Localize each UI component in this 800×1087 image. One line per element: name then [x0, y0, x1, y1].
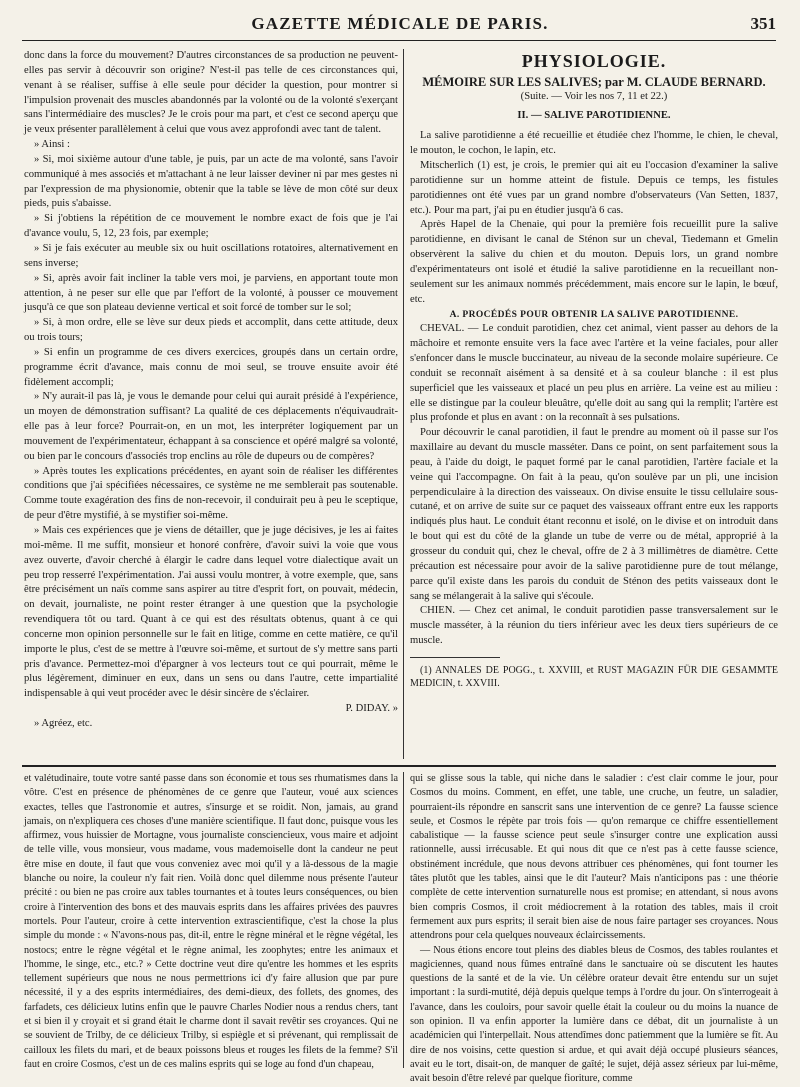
page-number: 351 — [750, 14, 776, 33]
paragraph: Après Hapel de la Chenaie, qui pour la première fois recueillit pure la salive parotidienne, en divisant le canal de Sténon sur un cheval, Tiedemann et Gmelin observèrent la salive du chien et du mouton. Depuis lors, un grand nombre d'expérimentateurs ont isolé et étudié la salive parotidienne en la recueillant non-seulement sur les animaux nommés précédemment, mais encore sur le lapin, le bœuf, etc. — [410, 219, 778, 305]
paragraph: » N'y aurait-il pas là, je vous le demande pour celui qui aurait présidé à l'expérience, un moyen de démonstration suffisant? La qualité de ces déplacements n'équivaudrait-elle pas à leur force? Pourrait-on, en un mot, les interpréter logiquement par un mouvement de l'expérimentateur, échappant à sa conscience et opéré malgré sa volonté, ou bien par le concours d'associés trop enclins au rôle de dupeurs ou de compères? — [24, 391, 398, 462]
suite-note: (Suite. — Voir les nos 7, 11 et 22.) — [520, 90, 668, 102]
signature: P. DIDAY. » — [345, 703, 398, 715]
header-rule — [22, 40, 776, 41]
journal-title: GAZETTE MÉDICALE DE PARIS. — [251, 14, 549, 33]
column-divider — [403, 49, 404, 759]
feuilleton-divider — [403, 772, 404, 1068]
paragraph: et valétudinaire, toute votre santé passe dans son économie et tous ses rhumatismes dans la vôtre. C'est en présence de phénomènes de ce genre que l'auteur, voué aux sciences exactes, telles que l'astronomie et autres, s'insurge et se roidit. Non, jamais, au grand jamais, on n'expliquera ces choses d'une manière scientifique. Il faut donc, puisque vous les affirmez, vous huissier de Mortagne, vous journaliste consciencieux, vous maire et adjoint de telle ville, vous monsieur, vous madame, vous mademoiselle dont la candeur ne peut être mise en doute, il faut que vous conveniez avec moi qu'il y a là-dessous de la magie blanche ou noire, la couleur n'y fait rien. Voilà donc quel dilemme nous présente l'auteur précité : ou bien ne pas croire aux tables tournantes et à toutes leurs conséquences, ou bien croire à l'intervention des bons et des mauvais esprits dans les affaires privées des pauvres mortels. Pour l'auteur, croire à cette intervention extrascientifique, c'est la chose la plus simple du monde : « N'avons-nous pas, dit-il, entre le règne minéral et le règne végétal, les nostocs; entre le règne végétal et le règne animal, les zoophytes; entre les animaux et l'homme, le singe, etc., etc.? » Cette doctrine veut dire qu'entre les hommes et les esprits tellement supérieurs que nous ne nous permettrions ici d'y faire allusion que par pure nécessité, il y a des esprits intermédiaires, des demi-dieux, des follets, des gnomes, des farfadets, ces délicieux lutins enfin que le pauvre Charles Nodier nous a rendus chers, tant et si bien il y croyait et si grand était le charme dont il savait revêtir ses croyances. Qui ne se souvient de Trilby, de ce délicieux Trilby, si espiègle et si prévenant, qui remplissait de cailloux les filets du mari, et de beaux poissons bleus et rouges les filets de la femme? S'il faut en croire Cosmos, c'est un de ces malins esprits qui se loge au fond d'un chapeau, — [24, 773, 398, 1070]
paragraph: » Ainsi : — [34, 139, 70, 151]
paragraph: » Si, à mon ordre, elle se lève sur deux pieds et accomplit, dans cette attitude, deux ou trois tours; — [24, 317, 398, 344]
paragraph: CHIEN. — Chez cet animal, le conduit parotidien passe transversalement sur le muscle masséter, à la réunion du tiers inférieur avec les deux tiers supérieurs de ce muscle. — [410, 605, 778, 647]
chapter-title: II. — SALIVE PAROTIDIENNE. — [517, 109, 671, 121]
paragraph: » Si enfin un programme de ces divers exercices, groupés dans un certain ordre, programme écrit d'avance, mais connu de moi seul, se trouve ensuite avoir été fidèlement accompli; — [24, 346, 398, 388]
paragraph: — Nous étions encore tout pleins des diables bleus de Cosmos, des tables roulantes et magiciennes, quand nous fûmes entraîné dans le sanctuaire où se discutent les hautes questions de la santé et de la vie. Un célèbre orateur devait être entendu sur un sujet important : la surdi-mutité, déjà depuis quelque temps à l'ordre du jour. On s'interrogeait à l'avance, dans les couloirs, pour savoir quelle était la couleur ou du moins la nuance de son opinion. Il va enfin apporter la lumière dans ce débat, dit un journaliste à un académicien qui l'interpellait. Nous attendîmes donc patiemment que la lumière se fît. Au dire de nos voisins, cette question si ardue, et qui avait déjà occupé plusieurs séances, avait eu le tort, disait-on, de manquer de gaîté; le sujet, déjà assez sérieux par lui-même, avait besoin d'être relevé par quelque fioriture, comme — [410, 944, 778, 1085]
paragraph: » Si, moi sixième autour d'une table, je puis, par un acte de ma volonté, sans l'avoir communiqué à mes associés et m'attachant à ne leur laisser deviner ni par mes gestes ni par l'expression de ma physionomie, obtenir que la table se lève de mon côté sur deux pieds, puis s'abaisse. — [24, 153, 398, 210]
footnote-rule — [410, 657, 500, 658]
paragraph: CHEVAL. — Le conduit parotidien, chez cet animal, vient passer au dehors de la mâchoire et remonte ensuite vers la face avec l'artère et la veine faciales, pour aller s'enfoncer dans le muscle buccinateur, au niveau de la seconde molaire supérieure. Ce conduit se reconnaît aisément à sa densité et à sa couleur blanche : il est plus superficiel que les vaisseaux et placé un peu plus en arrière. La veine est au milieu : elle se distingue par la couleur bleuâtre, qu'elle doit au sang qui la remplit; l'artère est plus profonde et plus en avant : on la reconnaît à ses pulsations. — [410, 323, 778, 424]
paragraph: La salive parotidienne a été recueillie et étudiée chez l'homme, le chien, le cheval, le mouton, le cochon, le lapin, etc. — [410, 130, 778, 157]
left-column — [24, 49, 398, 761]
paragraph: Pour découvrir le canal parotidien, il faut le prendre au moment où il passe sur l'os maxillaire au devant du muscle masséter. Dans ce point, on sent parfaitement sous la peau, à l'aide du doigt, le paquet formé par le canal parotidien, l'artère faciale et la veine qui l'accompagne. On fait à la peau, qu'on soulève par un pli, une incision perpendiculaire à la direction des vaisseaux. On divise ensuite le tissu cellulaire sous-cutané, et on arrive de suite sur ce paquet des vaisseaux offrant entre eux les rapports indiqués plus haut. Le conduit étant reconnu et isolé, on le divise et on introduit dans le bout qui est du côté de la glande un tube de verre ou de métal, approprié à la grosseur du conduit qui, chez le cheval, offre de 2 à 3 millimètres de diamètre. Cette précaution est nécessaire pour avoir de la salive parotidienne pure de tout mélange, parce qu'il existe dans les parois du conduit de Sténon des petits vaisseaux dont le sang se mélangerait à la salive qui s'écoule. — [410, 427, 778, 602]
page-header — [24, 14, 776, 40]
paragraph: » Mais ces expériences que je viens de détailler, que je juge décisives, je les ai faites moi-même. Il me suffit, monsieur et honoré confrère, d'avoir suivi la voie que vous avez ouverte, d'avoir cherché à élargir le cadre dans lequel votre dialectique avait un peu trop resserré l'expérimentation. J'ai aussi voulu montrer, à votre exemple, que, sans être précisément un naïs comme sans aspirer au titre d'esprit fort, on pouvait, médecin, on devait, journaliste, ne point rester étranger à une question que la psychologie revendiquera tôt ou tard. Quant à ce qui est des résultats obtenus, quant à ce qui concerne mon opinion personnelle sur le fait en litige, comme en cette matière, ce qu'il importe le plus, c'est de se mettre à l'œuvre soi-même, et surtout de s'y mettre sans parti pris d'avance. Permettez-moi d'épargner à vos lecteurs tout ce qui pourrait, même le plus légèrement, diminuer en eux, dans un sens ou dans l'autre, cette impartialité indispensable à qui veut procéder avec le désir sincère de s'éclairer. — [24, 525, 398, 700]
paragraph: » Si je fais exécuter au meuble six ou huit oscillations rotatoires, alternativement en sens inverse; — [24, 242, 398, 269]
section-title: PHYSIOLOGIE. — [521, 51, 667, 71]
feuilleton-rule — [22, 765, 776, 767]
subsection-heading: A. PROCÉDÉS POUR OBTENIR LA SALIVE PAROTIDIENNE. — [449, 309, 739, 320]
paragraph: donc dans la force du mouvement? D'autres circonstances de sa production ne peuvent-elles pas servir à découvrir son origine? N'est-il pas telle de ces circonstances qui, venant à se réaliser, suffise à elle seule pour décider la question, pour montrer si l'impulsion provenait des muscles abandonnés par la volonté ou de la volonté s'exerçant sans l'intermédiaire des muscles? Je le crois pour ma part, et c'est ce second aperçu que je veux présenter parallèlement à celui que vous avez approfondi avec tant de talent. — [24, 50, 398, 136]
closing: » Agréez, etc. — [34, 717, 93, 729]
memoir-title: MÉMOIRE SUR LES SALIVES; par M. CLAUDE BERNARD. — [422, 74, 766, 89]
feuilleton-left — [24, 772, 398, 1070]
paragraph: » Si, après avoir fait incliner la table vers moi, je parviens, en apportant toute mon attention, à ne peser sur elle que par l'effort de la volonté, à pousser ce mouvement jusqu'à ce que son plateau devienne vertical et soit forcé de tomber sur le sol; — [24, 272, 398, 314]
feuilleton-right — [410, 772, 778, 1085]
right-column — [410, 52, 778, 764]
paragraph: qui se glisse sous la table, qui niche dans le saladier : c'est clair comme le jour, pour Cosmos du moins. Comment, en effet, une table, une cruche, un feutre, un saladier, pourraient-ils répondre en sanscrit sans une intervention de ce genre? La fausse science seule, et Cosmos le répète par trois fois — qu'on remarque ce chiffre essentiellement cabalistique — la fausse science peut seule s'insurger contre une explication aussi rationnelle, aussi irrécusable. Et qui nous dit que ce n'est pas à cette fausse science, obstinément incrédule, que nous devons attribuer ces phénomènes, qui font tourner les tâtes plutôt que les tables, ainsi que le dit l'auteur? Mais n'anticipons pas : une théorie complète de cette intervention surnaturelle nous est promise; en attendant, si nous avons bien compris Cosmos, il croit médiocrement à la rotation des tables, mais il croit fermement aux purs esprits; il serait bien aise de nous faire partager ses croyances. Nous attendrons pour cela quelques nouveaux éclaircissements. — [410, 773, 778, 942]
footnote: (1) ANNALES DE POGG., t. XXVIII, et RUST MAGAZIN FÜR DIE GESAMMTE MEDICIN, t. XXVIII. — [410, 664, 778, 689]
paragraph: » Après toutes les explications précédentes, en ayant soin de réaliser les différentes conditions que j'ai spécifiées nécessaires, ce système ne me semblerait pas soutenable. Comme toute exagération des fins de non-recevoir, il conduirait peu à peu le sceptique, de peur d'être mystifié, à se mystifier soi-même. — [24, 465, 398, 522]
paragraph: Mitscherlich (1) est, je crois, le premier qui ait eu l'occasion d'examiner la salive parotidienne sur un homme atteint de fistule. Depuis ce temps, les fistules parotidiennes ont été vues par un grand nombre d'observateurs (Van Setten, 1837, etc.). Pour ma part, j'ai pu en étudier jusqu'à 6 cas. — [410, 160, 778, 216]
paragraph: » Si j'obtiens la répétition de ce mouvement le nombre exact de fois que je l'ai d'avance voulu, 5, 12, 23 fois, par exemple; — [24, 213, 398, 240]
